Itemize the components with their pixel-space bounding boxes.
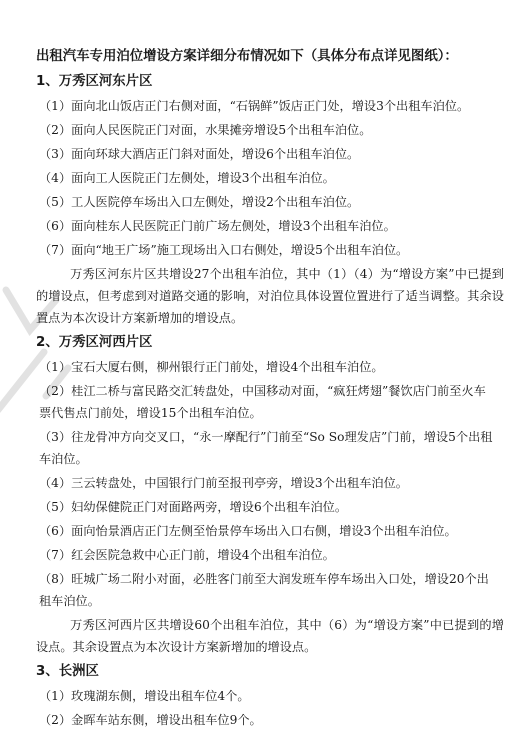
list-item: （1）面向北山饭店正门右侧对面，“石锅鲜”饭店正门处，增设3个出租车泊位。 — [39, 99, 470, 113]
list-item: （1）玫瑰湖东侧，增设出租车位4个。 — [39, 689, 250, 703]
list-item: （2）金晖车站东侧，增设出租车位9个。 — [39, 713, 262, 727]
section-hexi — [36, 332, 506, 658]
list-item: （6）面向怡景酒店正门左侧至怡景停车场出入口右侧，增设3个出租车泊位。 — [39, 524, 457, 538]
list-item: （5）工人医院停车场出入口左侧处，增设2个出租车泊位。 — [39, 195, 360, 209]
list-item: （7）红会医院急救中心正门前，增设4个出租车泊位。 — [39, 548, 335, 562]
list-item: （4）面向工人医院正门左侧处，增设3个出租车泊位。 — [39, 171, 335, 185]
list-item: （3）往龙骨冲方向交叉口，“永一摩配行”门前至“So So理发店”门前，增设5个出租车泊位。 — [39, 430, 493, 466]
list-item: （5）妇幼保健院正门对面路两旁，增设6个出租车泊位。 — [39, 500, 348, 514]
list-item: （4）三云转盘处，中国银行门前至报刊亭旁，增设3个出租车泊位。 — [39, 476, 408, 490]
list-item: （8）旺城广场二附小对面，必胜客门前至大润发班车停车场出入口处，增设20个出租车泊位。 — [39, 572, 489, 608]
section-changzhou — [36, 661, 506, 731]
section-title: 2、万秀区河西片区 — [36, 335, 153, 350]
list-item: （2）面向人民医院正门对面，水果摊旁增设5个出租车泊位。 — [39, 123, 372, 137]
document-heading: 出租汽车专用泊位增设方案详细分布情况如下（具体分布点详见图纸）： — [36, 49, 458, 64]
list-item: （1）宝石大厦右侧，柳州银行正门前处，增设4个出租车泊位。 — [39, 360, 384, 374]
section-summary: 万秀区河东片区共增设27个出租车泊位，其中（1）（4）为“增设方案”中已提到的增设点，但考虑到对道路交通的影响，对泊位具体设置位置进行了适当调整。其余设置点为本次设计方案新增加的增设点。 — [36, 267, 504, 325]
section-summary: 万秀区河西片区共增设60个出租车泊位，其中（6）为“增设方案”中已提到的增设点。其余设置点为本次设计方案新增加的增设点。 — [36, 618, 504, 654]
section-title: 3、长洲区 — [36, 664, 99, 679]
list-item: （7）面向“地王广场”施工现场出入口右侧处，增设5个出租车泊位。 — [39, 243, 409, 257]
section-hedong — [36, 71, 506, 329]
list-item: （3）面向环球大酒店正门斜对面处，增设6个出租车泊位。 — [39, 147, 360, 161]
section-title: 1、万秀区河东片区 — [36, 74, 153, 89]
list-item: （6）面向桂东人民医院正门前广场左侧处，增设3个出租车泊位。 — [39, 219, 396, 233]
document-body — [36, 46, 506, 731]
list-item: （2）桂江二桥与富民路交汇转盘处，中国移动对面，“疯狂烤翅”餐饮店门前至火车票代售点门前处，增设15个出租车泊位。 — [39, 384, 486, 420]
